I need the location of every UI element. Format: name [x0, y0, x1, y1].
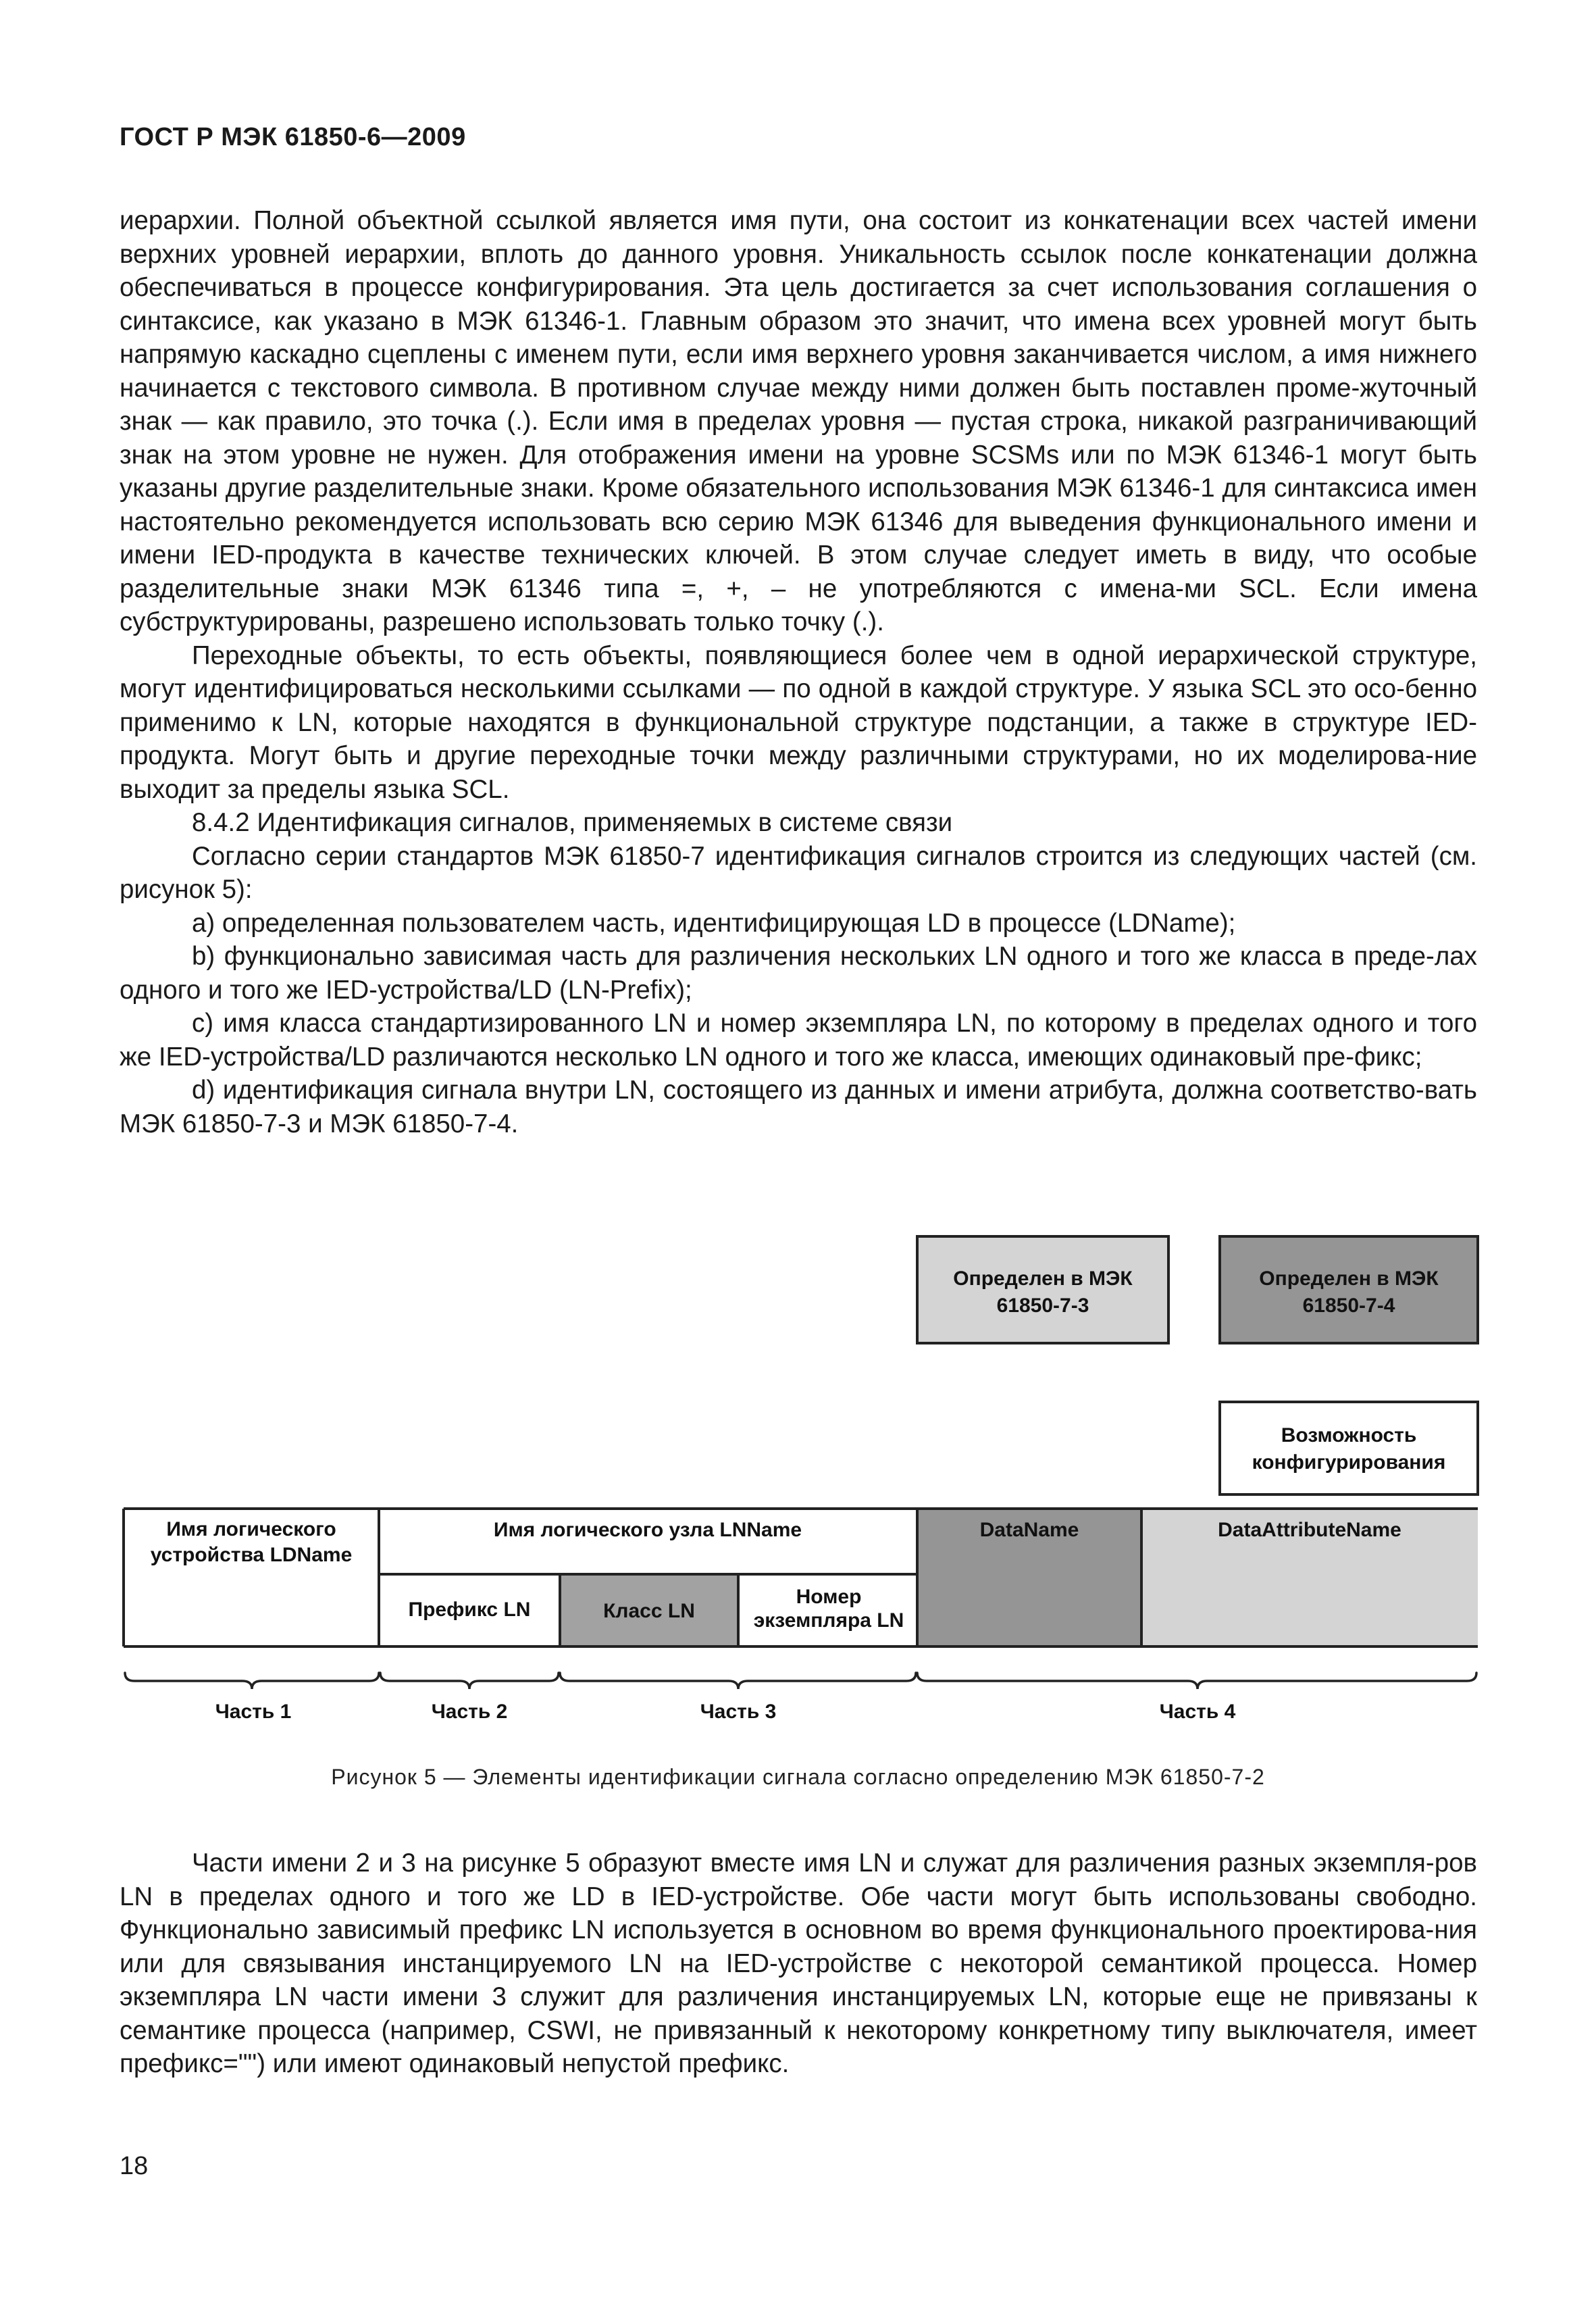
ln-instance-line2: экземпляра LN — [753, 1609, 904, 1632]
part-3-label: Часть 3 — [700, 1701, 777, 1723]
figure-caption: Рисунок 5 — Элементы идентификации сигнала согласно определению МЭК 61850-7-2 — [331, 1765, 1265, 1789]
brace-part-3 — [560, 1673, 916, 1689]
list-item: a) определенная пользователем часть, идентифицирующая LD в процессе (LDName); — [192, 908, 1236, 938]
part-2-label: Часть 2 — [431, 1701, 508, 1723]
dataattributename-label: DataAttributeName — [1218, 1519, 1401, 1541]
box-7-4-line2: 61850-7-4 — [1302, 1294, 1395, 1317]
paragraph: Переходные объекты, то есть объекты, появляющиеся более чем в одной иерархической структуре, могут идентифицироваться несколькими ссылками — по одной в каждой структуре. У языка SCL это осо-бенно применимо к LN, которые находятся в функциональной структуре подстанции, а также в структуре IED-продукта. Могут быть и другие переходные точки между различными структурами, но их моделирова-ние выходит за пределы языка SCL. — [120, 640, 1477, 804]
dataname-label: DataName — [979, 1519, 1079, 1541]
ln-prefix-label: Префикс LN — [408, 1599, 531, 1621]
part-braces — [125, 1673, 1476, 1689]
box-defined-7-3 — [917, 1236, 1168, 1343]
config-line1: Возможность — [1281, 1424, 1417, 1447]
page-number: 18 — [120, 2152, 149, 2180]
list-item: b) функционально зависимая часть для различения нескольких LN одного и того же класса в преде-лах одного и того же IED-устройства/LD (LN-Prefix); — [120, 942, 1477, 1005]
document-header: ГОСТ Р МЭК 61850-6—2009 — [120, 123, 466, 151]
brace-part-1 — [125, 1673, 379, 1689]
ldname-line2: устройства LDName — [150, 1544, 353, 1566]
list-item: c) имя класса стандартизированного LN и номер экземпляра LN, по которому в пределах одного и того же IED-устройства/LD различаются несколько LN одного и того же класса, имеющих одинаковый пре-фикс; — [120, 1009, 1477, 1072]
box-7-3-line2: 61850-7-3 — [996, 1294, 1089, 1317]
body-text-bottom — [120, 1846, 1477, 2081]
part-1-label: Часть 1 — [215, 1701, 292, 1723]
box-configurability — [1220, 1402, 1478, 1494]
section-heading: 8.4.2 Идентификация сигналов, применяемых в системе связи — [192, 808, 953, 837]
paragraph: иерархии. Полной объектной ссылкой является имя пути, она состоит из конкатенации всех частей имени верхних уровней иерархии, вплоть до данного уровня. Уникальность ссылок после конкатенации должна обеспечиваться в процессе конфигурирования. Эта цель достигается за счет использования соглашения о синтаксисе, как указано в МЭК 61346-1. Главным образом это значит, что имена всех уровней могут быть напрямую каскадно сцеплены с именем пути, если имя верхнего уровня заканчивается числом, а имя нижнего начинается с текстового символа. В противном случае между ними должен быть поставлен проме-жуточный знак — как правило, это точка (.). Если имя в пределах уровня — пустая строка, никакой разграничивающий знак на этом уровне не нужен. Для отображения имени на уровне SCSMs или по МЭК 61346-1 могут быть указаны другие разделительные знаки. Кроме обязательного использования МЭК 61346-1 для синтаксиса имен настоятельно рекомендуется использовать всю серию МЭК 61346 для выведения функционального имени и имени IED-продукта в качестве технических ключей. В этом случае следует иметь в виду, что особые разделительные знаки МЭК 61346 типа =, +, – не употребляются с имена-ми SCL. Если имена субструктурированы, разрешено использовать только точку (.). — [120, 206, 1477, 636]
paragraph: Согласно серии стандартов МЭК 61850-7 идентификация сигналов строится из следующих частей (см. рисунок 5): — [120, 841, 1477, 904]
box-defined-7-4 — [1220, 1236, 1478, 1343]
box-7-3-line1: Определен в МЭК — [953, 1267, 1133, 1290]
lnname-label: Имя логического узла LNName — [493, 1519, 802, 1541]
config-line2: конфигурирования — [1252, 1451, 1446, 1474]
ln-instance-line1: Номер — [796, 1586, 862, 1608]
list-item: d) идентификация сигнала внутри LN, состоящего из данных и имени атрибута, должна соответство-вать МЭК 61850-7-3 и МЭК 61850-7-4. — [120, 1076, 1477, 1138]
ldname-line1: Имя логического — [166, 1518, 336, 1540]
brace-part-2 — [380, 1673, 559, 1689]
box-7-4-line1: Определен в МЭК — [1259, 1267, 1439, 1290]
paragraph: Части имени 2 и 3 на рисунке 5 образуют вместе имя LN и служат для различения разных экземпля-ров LN в пределах одного и того же LD в IED-устройстве. Обе части могут быть использованы свободно. Функционально зависимый префикс LN используется в основном во время функционального проектирова-ния или для связывания инстанцируемого LN на IED-устройстве с некоторой семантикой процесса. Номер экземпляра LN части имени 3 служит для различения инстанцируемых LN, которые еще не привязаны к семантике процесса (например, CSWI, не привязанный к некоторому конкретному типу выключателя, имеет префикс="") или имеют одинаковый непустой префикс. — [120, 1848, 1477, 2078]
part-4-label: Часть 4 — [1159, 1701, 1236, 1723]
brace-part-4 — [917, 1673, 1476, 1689]
ln-class-label: Класс LN — [603, 1600, 695, 1622]
